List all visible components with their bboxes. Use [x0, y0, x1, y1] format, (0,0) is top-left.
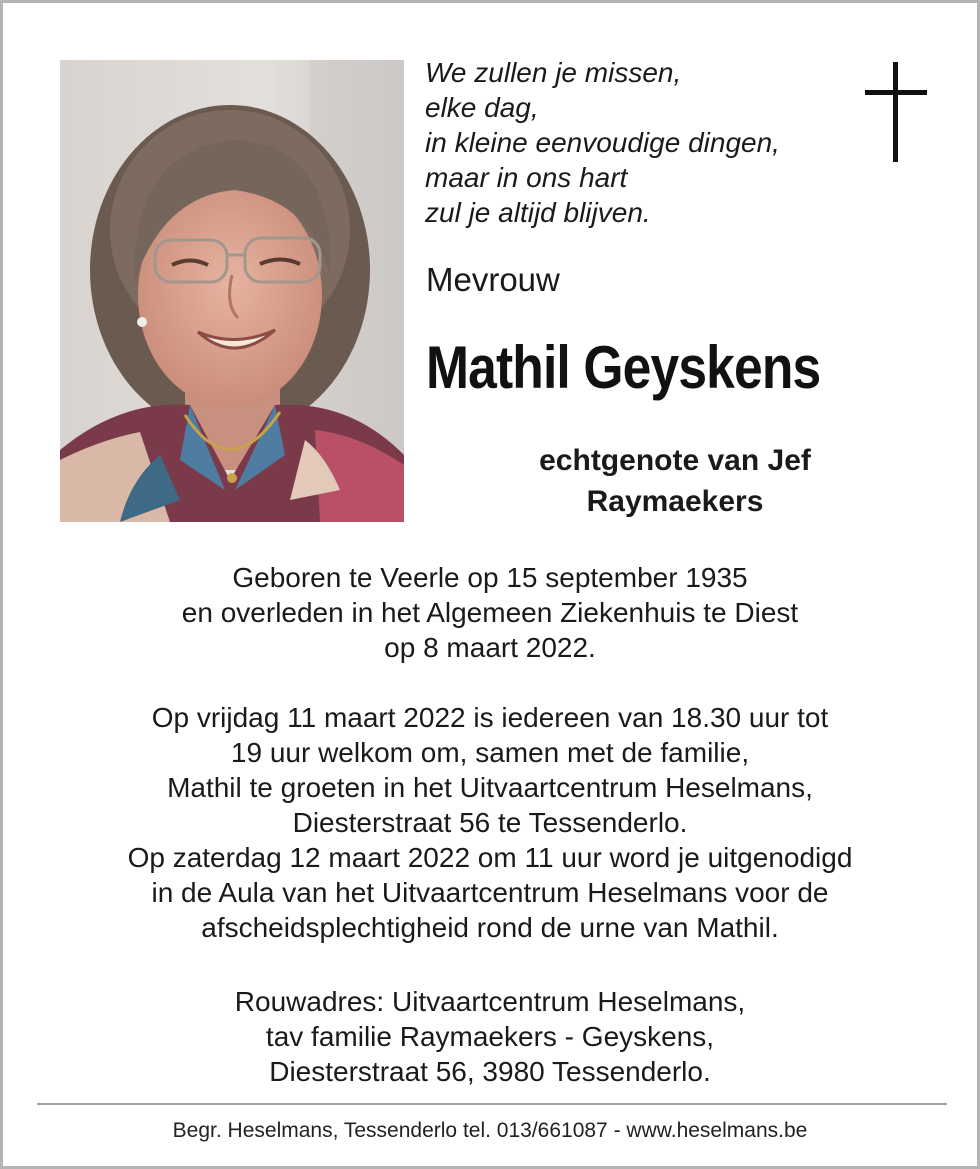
text-line: Diesterstraat 56, 3980 Tessenderlo.: [269, 1056, 711, 1087]
spouse-line: Raymaekers: [586, 485, 764, 518]
spouse-line: echtgenote van Jef: [539, 444, 811, 477]
poem-line: zul je altijd blijven.: [425, 197, 651, 228]
ceremony-info: [3, 700, 977, 945]
funeral-home-footer: Begr. Heselmans, Tessenderlo tel. 013/661087 - www.heselmans.be: [172, 1119, 808, 1142]
cross-icon: [865, 62, 927, 162]
poem-line: in kleine eenvoudige dingen,: [425, 127, 780, 158]
mourning-address: [3, 984, 977, 1089]
text-line: op 8 maart 2022.: [384, 632, 596, 663]
deceased-name: Mathil Geyskens: [426, 334, 821, 401]
text-line: Op zaterdag 12 maart 2022 om 11 uur word je uitgenodigd: [127, 842, 853, 873]
portrait-photo: [60, 60, 404, 522]
text-line: Rouwadres: Uitvaartcentrum Heselmans,: [234, 986, 746, 1017]
text-line: 19 uur welkom om, samen met de familie,: [230, 737, 750, 768]
poem: [425, 55, 855, 230]
poem-line: We zullen je missen,: [425, 57, 682, 88]
text-line: tav familie Raymaekers - Geyskens,: [265, 1021, 715, 1052]
poem-line: elke dag,: [425, 92, 539, 123]
spouse-info: [475, 440, 875, 522]
text-line: afscheidsplechtigheid rond de urne van Mathil.: [201, 912, 779, 943]
footer-divider: [37, 1103, 947, 1105]
text-line: en overleden in het Algemeen Ziekenhuis te Diest: [181, 597, 799, 628]
text-line: Mathil te groeten in het Uitvaartcentrum Heselmans,: [167, 772, 813, 803]
text-line: Geboren te Veerle op 15 september 1935: [232, 562, 748, 593]
honorific-title: Mevrouw: [426, 261, 560, 298]
poem-line: maar in ons hart: [425, 162, 628, 193]
text-line: Op vrijdag 11 maart 2022 is iedereen van 18.30 uur tot: [151, 702, 829, 733]
text-line: Diesterstraat 56 te Tessenderlo.: [292, 807, 688, 838]
text-line: in de Aula van het Uitvaartcentrum Heselmans voor de: [151, 877, 829, 908]
birth-death-info: [3, 560, 977, 665]
